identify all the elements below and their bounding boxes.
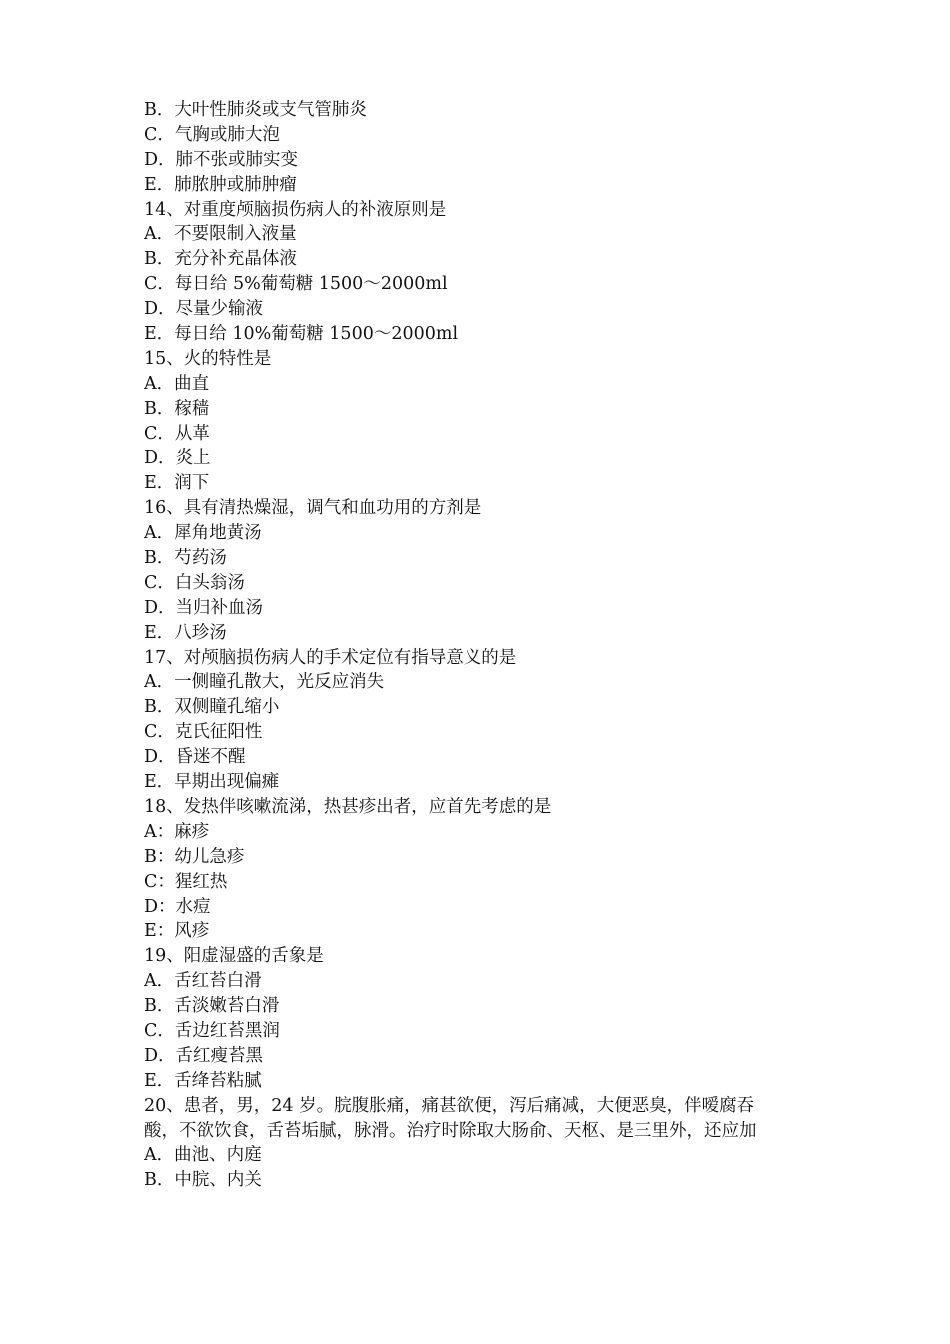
text-line: E．每日给 10%葡萄糖 1500～2000ml	[144, 324, 459, 345]
text-line: C．舌边红苔黑润	[144, 1020, 280, 1041]
text-line: E．润下	[144, 473, 210, 494]
text-line: A．曲直	[144, 373, 210, 394]
question-line: 15、火的特性是	[144, 348, 272, 369]
question-line: 14、对重度颅脑损伤病人的补液原则是	[144, 199, 447, 220]
question-line: 酸，不欲饮食，舌苔垢腻，脉滑。治疗时除取大肠俞、天枢、是三里外，还应加	[144, 1120, 757, 1141]
text-line: A．不要限制入液量	[144, 224, 297, 245]
text-line: E．肺脓肿或肺肿瘤	[144, 174, 297, 195]
text-line: C．从革	[144, 423, 210, 444]
text-line: B．稼穑	[144, 398, 210, 419]
question-line: 17、对颅脑损伤病人的手术定位有指导意义的是	[144, 647, 517, 668]
text-line: B．舌淡嫩苔白滑	[144, 996, 280, 1017]
text-line: B．充分补充晶体液	[144, 249, 297, 270]
text-line: C．气胸或肺大泡	[144, 124, 280, 145]
text-line: A．一侧瞳孔散大，光反应消失	[144, 672, 385, 693]
question-line: 19、阳虚湿盛的舌象是	[144, 946, 324, 967]
text-line: E：风疹	[144, 921, 210, 942]
question-line: 18、发热伴咳嗽流涕，热甚疹出者，应首先考虑的是	[144, 796, 552, 817]
text-line: B：幼儿急疹	[144, 846, 245, 867]
text-line: B．芍药汤	[144, 548, 227, 569]
text-line: A．犀角地黄汤	[144, 523, 262, 544]
text-line: D．炎上	[144, 448, 211, 469]
text-line: A：麻疹	[144, 821, 210, 842]
document-page	[144, 98, 824, 1193]
text-line: E．八珍汤	[144, 622, 227, 643]
text-line: C：猩红热	[144, 871, 228, 892]
text-line: D．昏迷不醒	[144, 747, 246, 768]
text-line: D：水痘	[144, 896, 211, 917]
question-line: 20、患者，男，24 岁。脘腹胀痛，痛甚欲便，泻后痛减，大便恶臭，伴嗳腐吞	[144, 1095, 755, 1116]
text-line: D．舌红瘦苔黑	[144, 1045, 264, 1066]
text-line: C．克氏征阳性	[144, 722, 263, 743]
text-line: C．每日给 5%葡萄糖 1500～2000ml	[144, 274, 448, 295]
text-line: B．双侧瞳孔缩小	[144, 697, 280, 718]
text-line: D．肺不张或肺实变	[144, 149, 299, 170]
text-line: E．舌绛苔粘腻	[144, 1070, 262, 1091]
text-line: C．白头翁汤	[144, 572, 245, 593]
text-line: D．尽量少输液	[144, 299, 264, 320]
text-line: E．早期出现偏瘫	[144, 772, 280, 793]
question-line: 16、具有清热燥湿，调气和血功用的方剂是	[144, 498, 482, 519]
text-line: D．当归补血汤	[144, 597, 264, 618]
text-line: B．中脘、内关	[144, 1170, 262, 1191]
text-line: B．大叶性肺炎或支气管肺炎	[144, 100, 367, 120]
text-line: A．曲池、内庭	[144, 1145, 262, 1166]
text-line: A．舌红苔白滑	[144, 971, 262, 992]
